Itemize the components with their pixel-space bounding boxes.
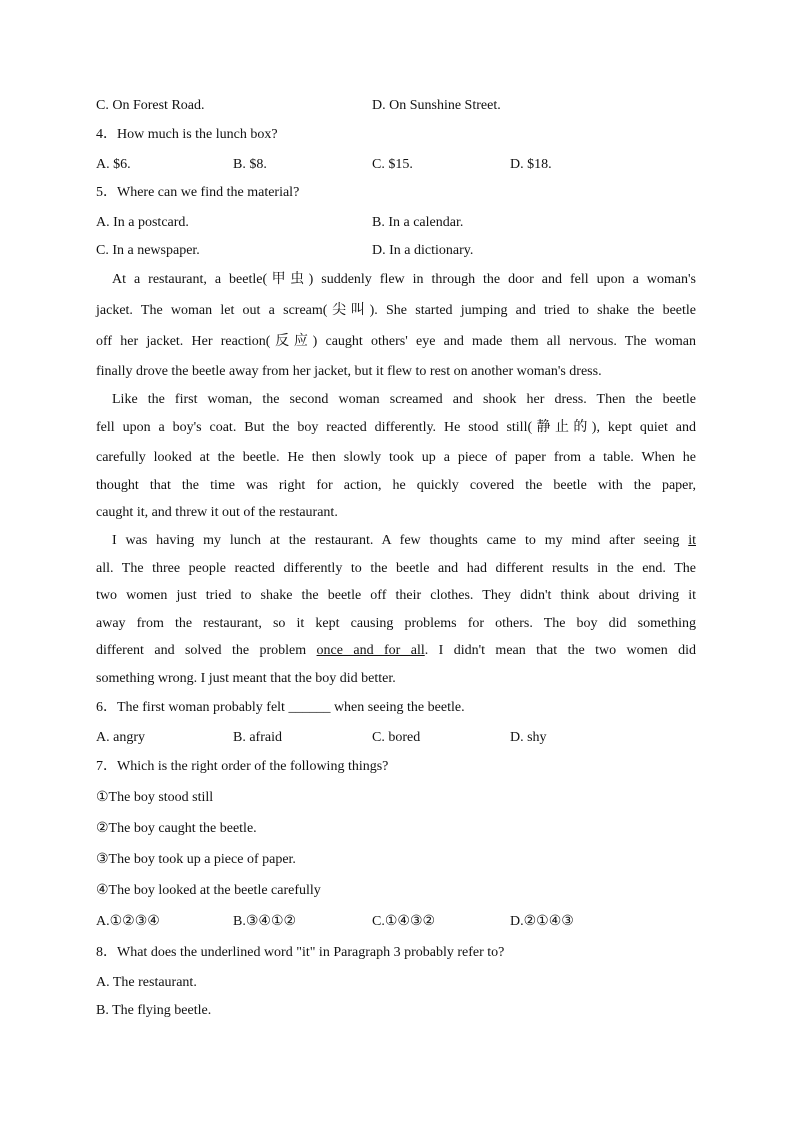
p3-line: different and solved the problem once and for all. I didn't mean that the two women did bbox=[96, 643, 697, 658]
q7-option-b: B.③④①② bbox=[233, 914, 297, 929]
q3-option-d: D. On Sunshine Street. bbox=[372, 98, 501, 113]
q6-question: 6．The first woman probably felt ______ when seeing the beetle. bbox=[96, 700, 465, 715]
p2-line: thought that the time was right for action, he quickly covered the beetle with the paper, bbox=[96, 478, 696, 493]
underlined-once-and-for-all: once and for all bbox=[316, 643, 425, 658]
passage-paragraph-1 bbox=[96, 271, 696, 381]
q6-option-d: D. shy bbox=[510, 730, 547, 745]
p1-line: off her jacket. Her reaction(反应) caught others' eye and made them all nervous. The woman bbox=[96, 334, 696, 349]
p2-line: carefully looked at the beetle. He then slowly took up a piece of paper from a table. When he bbox=[96, 450, 696, 465]
q5-option-b: B. In a calendar. bbox=[372, 215, 464, 230]
q4-question: 4．How much is the lunch box? bbox=[96, 127, 278, 142]
p3-line: away from the restaurant, so it kept causing problems for others. The boy did something bbox=[96, 616, 696, 631]
q7-item: ①The boy stood still bbox=[96, 790, 214, 805]
p1-line: At a restaurant, a beetle(甲虫) suddenly flew in through the door and fell upon a woman's bbox=[112, 272, 696, 287]
q8-option-a: A. The restaurant. bbox=[96, 975, 197, 990]
q7-item: ③The boy took up a piece of paper. bbox=[96, 852, 296, 867]
p2-line: fell upon a boy's coat. But the boy reacted differently. He stood still(静止的), kept quiet and bbox=[96, 420, 696, 435]
q5-option-c: C. In a newspaper. bbox=[96, 243, 200, 258]
p3-line: I was having my lunch at the restaurant. A few thoughts came to my mind after seeing it bbox=[112, 533, 696, 548]
q5-question: 5．Where can we find the material? bbox=[96, 185, 300, 200]
p1-line: finally drove the beetle away from her jacket, but it flew to rest on another woman's dress. bbox=[96, 364, 602, 379]
q4-option-c: C. $15. bbox=[372, 157, 413, 172]
q4-option-b: B. $8. bbox=[233, 157, 267, 172]
q7-option-c: C.①④③② bbox=[372, 914, 436, 929]
q8-question: 8．What does the underlined word "it" in Paragraph 3 probably refer to? bbox=[96, 945, 505, 960]
q6-option-c: C. bored bbox=[372, 730, 421, 745]
underlined-it: it bbox=[688, 533, 696, 548]
q5-option-d: D. In a dictionary. bbox=[372, 243, 474, 258]
q7-item: ②The boy caught the beetle. bbox=[96, 821, 257, 836]
passage-paragraph-2 bbox=[96, 391, 696, 522]
p1-line: jacket. The woman let out a scream(尖叫). She started jumping and tried to shake the beetle bbox=[96, 303, 696, 318]
q8-option-b: B. The flying beetle. bbox=[96, 1003, 212, 1018]
q6-option-b: B. afraid bbox=[233, 730, 282, 745]
p3-line: two women just tried to shake the beetle off their clothes. They didn't think about driving it bbox=[96, 588, 696, 603]
q7-question: 7．Which is the right order of the following things? bbox=[96, 759, 389, 774]
q5-option-a: A. In a postcard. bbox=[96, 215, 189, 230]
p2-line: caught it, and threw it out of the restaurant. bbox=[96, 505, 338, 520]
passage-paragraph-3 bbox=[96, 532, 696, 688]
q4-option-a: A. $6. bbox=[96, 157, 131, 172]
q3-option-c: C. On Forest Road. bbox=[96, 98, 205, 113]
q6-option-a: A. angry bbox=[96, 730, 145, 745]
p2-line: Like the first woman, the second woman screamed and shook her dress. Then the beetle bbox=[112, 392, 696, 407]
q4-option-d: D. $18. bbox=[510, 157, 552, 172]
q7-option-a: A.①②③④ bbox=[96, 914, 160, 929]
p3-line: all. The three people reacted differently to the beetle and had different results in the end. The bbox=[96, 561, 696, 576]
p3-line: something wrong. I just meant that the boy did better. bbox=[96, 671, 396, 686]
q7-option-d: D.②①④③ bbox=[510, 914, 574, 929]
q7-item: ④The boy looked at the beetle carefully bbox=[96, 883, 321, 898]
